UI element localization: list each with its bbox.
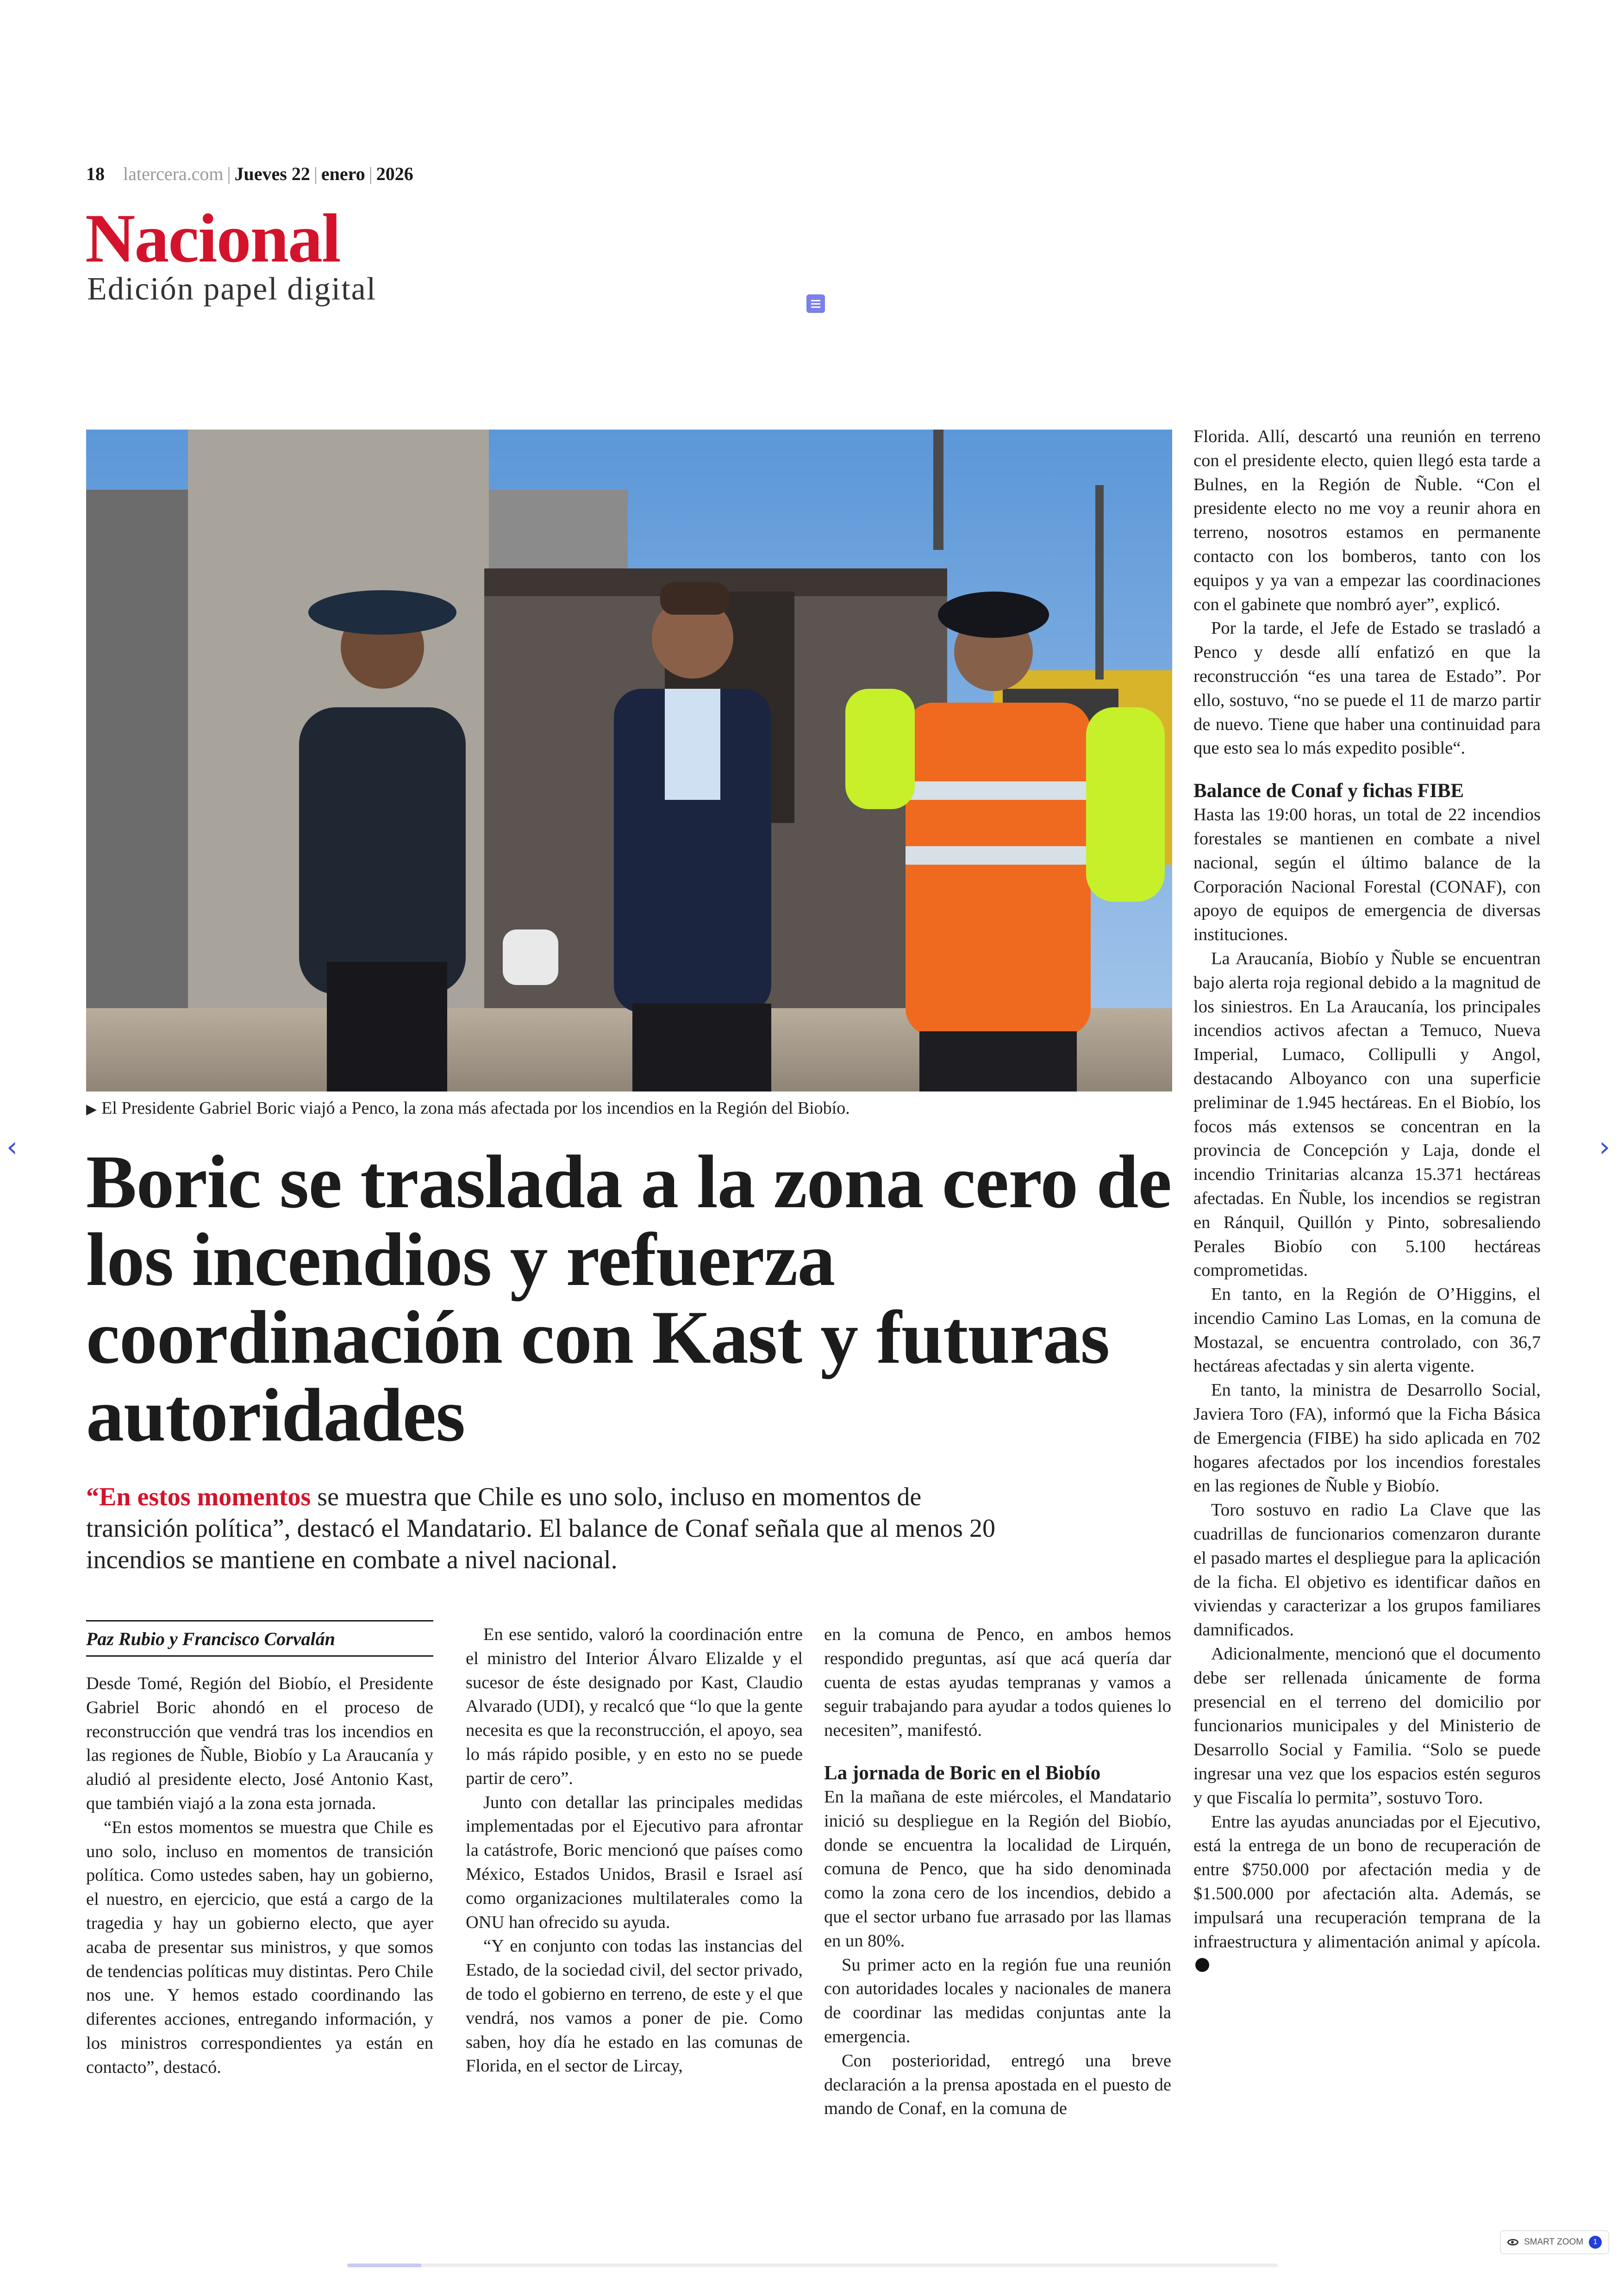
notes-icon[interactable] (806, 294, 825, 313)
article-column-4 (1193, 425, 1541, 1978)
subheading-jornada: La jornada de Boric en el Biobío (824, 1762, 1101, 1784)
lede-highlight: “En estos momentos (86, 1483, 311, 1511)
paragraph: En ese sentido, valoró la coordinación entre el ministro del Interior Álvaro Elizalde y el sucesor de éste designado por Kast, Claudio Alvarado (UDI), y recalcó que “lo que la gente necesita es que la reconstrucción, el apoyo, sea lo más rápido posible, y en esto no se puede partir de cero”. (466, 1625, 803, 1788)
paragraph: “En estos momentos se muestra que Chile es uno solo, incluso en momentos de transición política. Como ustedes saben, hay un gobierno, el nuestro, en ejercicio, que está a cargo de la tragedia y hay un gobierno electo, que ayer acaba de presentar sus ministros, y que somos de tendencias políticas muy distintas. Pero Chile nos une. Y hemos estado coordinando las diferentes acciones, entregando información, y los ministros correspondientes ya están en contacto”, destacó. (86, 1817, 433, 2077)
section-title: Nacional (85, 200, 340, 277)
lede-text: se muestra que Chile es uno solo, incluso en momentos de transición política”, destacó el Mandatario. El balance de Conaf señala que al menos 20 incendios se mantiene en combate a nivel nacional. (86, 1483, 995, 1574)
page-number: 18 (86, 163, 105, 184)
paragraph: Adicionalmente, mencionó que el documento debe ser rellenada únicamente de forma presencial en el terreno del domicilio por funcionarios municipales y del Ministerio de Desarrollo Social y Familia. “Solo se puede ingresar una vez que los espacios estén seguros y que Fiscalía lo permita”, sostuvo Toro. (1193, 1644, 1541, 1808)
paragraph: Hasta las 19:00 horas, un total de 22 incendios forestales se mantienen en combate a nivel nacional, según el último balance de la Corporación Nacional Forestal (CONAF), con apoyo de equipos de emergencia de diversas instituciones. (1193, 805, 1541, 945)
reading-progress-fill (347, 2264, 422, 2267)
paragraph: Por la tarde, el Jefe de Estado se trasladó a Penco y desde allí enfatizó en que la reconstrucción “es una tarea de Estado”. Por ello, sostuvo, “no se puede el 11 de marzo partir de nuevo. Tiene que haber una continuidad para que esto sea lo más expedito posible“. (1193, 618, 1541, 758)
paragraph: Su primer acto en la región fue una reunión con autoridades locales y nacionales de manera de coordinar las medidas conjuntas ante la emergencia. (824, 1955, 1171, 2046)
previous-page-button[interactable]: ‹ (6, 1131, 18, 1163)
paragraph: en la comuna de Penco, en ambos hemos respondido preguntas, así que acá quería dar cuenta de estas ayudas tempranas y vamos a seguir trabajando para ayudar a todos quienes lo necesiten”, manifestó. (824, 1625, 1171, 1740)
caption-text: El Presidente Gabriel Boric viajó a Penco, la zona más afectada por los incendios en la Región del Biobío. (101, 1098, 850, 1118)
paragraph: La Araucanía, Biobío y Ñuble se encuentran bajo alerta roja regional debido a la magnitud de los siniestros. En La Araucanía, los principales incendios activos afectan a Temuco, Nueva Imperial, Lumaco, Collipulli y Angol, destacando Alboyanco con una superficie preliminar de 1.945 hectáreas. En el Biobío, los focos más extensos se concentran en la provincia de Concepción y Laja, donde el incendio Trinitarias alcanza 15.371 hectáreas afectadas. En Ñuble, los incendios se registran en Ránquil, Quillón y Pinto, sobresaliendo Perales Biobío con 5.100 hectáreas comprometidas. (1193, 948, 1541, 1280)
paragraph: En tanto, la ministra de Desarrollo Social, Javiera Toro (FA), informó que la Ficha Básica de Emergencia (FIBE) ha sido aplicada en 702 hogares afectados por los incendios forestales en las regiones de Ñuble y Biobío. (1193, 1380, 1541, 1496)
next-page-button[interactable]: › (1599, 1131, 1610, 1163)
smart-zoom-button[interactable] (1500, 2230, 1609, 2254)
issue-year: 2026 (376, 163, 413, 184)
article-column-2 (466, 1623, 803, 2078)
reading-progress-bar[interactable] (347, 2264, 1278, 2267)
byline: Paz Rubio y Francisco Corvalán (86, 1620, 433, 1657)
final-paragraph-text: Entre las ayudas anunciadas por el Ejecutivo, está la entrega de un bono de recuperación de entre $750.000 por afectación media y de $1.500.000 por afectación alta. Además, se impulsará una recuperación temprana de la infraestructura y alimentación animal y apícola. (1193, 1812, 1541, 1952)
edition-subtitle: Edición papel digital (87, 271, 377, 307)
site-name: latercera.com (123, 163, 224, 184)
issue-month: enero (321, 163, 365, 184)
article-headline: Boric se traslada a la zona cero de los incendios y refuerza coordinación con Kast y futuras autoridades (86, 1140, 1172, 1457)
paragraph: En la mañana de este miércoles, el Mandatario inició su despliegue en la Región del Biobío, donde se encuentra la localidad de Lirquén, comuna de Penco, que ha sido denominada como la zona cero de los incendios, debido a que el sector urbano fue arrasado por las llamas en un 80%. (824, 1787, 1171, 1951)
paragraph: “Y en conjunto con todas las instancias del Estado, de la sociedad civil, del sector privado, de todo el gobierno en terreno, de este y el que vendrá, nos vamos a poner de pie. Como saben, hoy día he estado en las comunas de Florida, en el sector de Lircay, (466, 1936, 803, 2076)
paragraph: Con posterioridad, entregó una breve declaración a la prensa apostada en el puesto de mando de Conaf, en la comuna de (824, 2051, 1171, 2119)
eye-icon (1507, 2239, 1518, 2245)
paragraph: Florida. Allí, descartó una reunión en terreno con el presidente electo, quien llegó esta tarde a Bulnes, en la Región de Ñuble. “Con el presidente electo no me voy a reunir ahora en terreno, nosotros estamos en permanente contacto con los bomberos, tanto con los equipos y ya van a empezar las coordinaciones con el gabinete que nombró ayer”, explicó. (1193, 427, 1541, 614)
issue-day: Jueves 22 (234, 163, 310, 184)
photo-caption (86, 1098, 850, 1118)
paragraph: Toro sostuvo en radio La Clave que las cuadrillas de funcionarios comenzaron durante el pasado martes el despliegue para la aplicación de la ficha. El objetivo es identificar daños en viviendas y caracterizar a los grupos familiares damnificados. (1193, 1500, 1541, 1640)
paragraph (1193, 1810, 1541, 1978)
paragraph: Desde Tomé, Región del Biobío, el Presidente Gabriel Boric ahondó en el proceso de reconstrucción que vendrá tras los incendios en las regiones de Ñuble, Biobío y La Araucanía y aludió al presidente electo, José Antonio Kast, que también viajó a la zona esta jornada. (86, 1674, 433, 1813)
article-column-1 (86, 1672, 433, 2080)
paragraph: Junto con detallar las principales medidas implementadas por el Ejecutivo para afrontar la catástrofe, Boric mencionó que países como México, Estados Unidos, Brasil e Israel así como organizaciones multilaterales como la ONU han ofrecido su ayuda. (466, 1792, 803, 1932)
caption-arrow-icon: ▶ (86, 1102, 97, 1117)
page-folio: 18 latercera.com | Jueves 22 | enero | 2026 (86, 163, 413, 184)
photo-illustration (86, 430, 1172, 1091)
article-photo (86, 430, 1172, 1091)
end-mark-icon (1195, 1958, 1209, 1972)
article-lede (86, 1481, 1012, 1576)
article-column-3 (824, 1623, 1171, 2121)
smart-zoom-badge: 1 (1589, 2236, 1602, 2249)
smart-zoom-label: SMART ZOOM (1524, 2237, 1584, 2247)
paragraph: En tanto, en la Región de O’Higgins, el incendio Camino Las Lomas, en la comuna de Mostazal, se encuentra controlado, con 36,7 hectáreas afectadas y sin alerta vigente. (1193, 1285, 1541, 1376)
subheading-balance: Balance de Conaf y fichas FIBE (1193, 780, 1464, 802)
